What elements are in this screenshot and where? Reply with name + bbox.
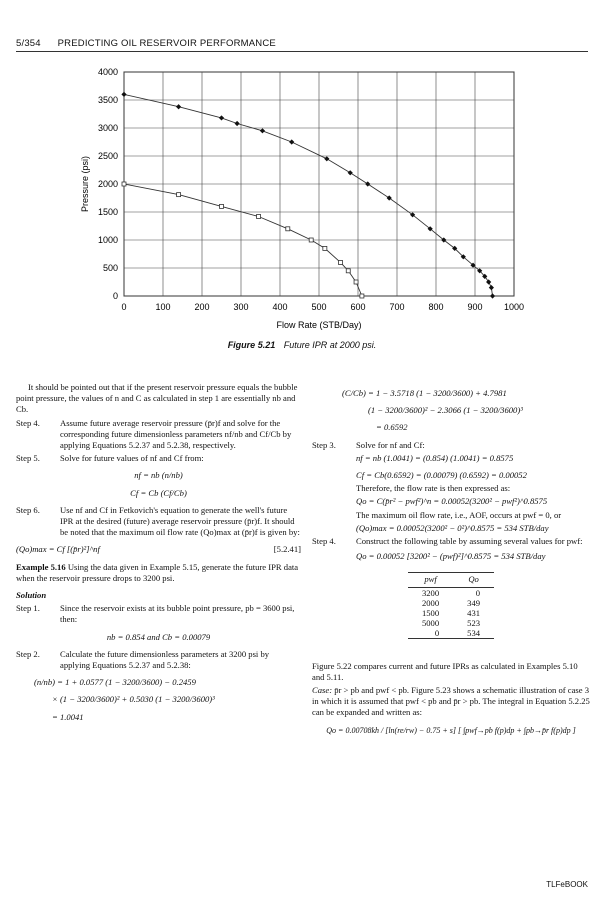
solution-step-2 (16, 649, 301, 671)
right-column (312, 382, 590, 742)
table-row (408, 608, 494, 618)
equation-n-ratio-2: × (1 − 3200/3600)² + 0.5030 (1 − 3200/3600)³ (52, 694, 215, 705)
solution-step-3-text: Solve for nf and Cf: (356, 439, 425, 450)
footer-watermark: TLFeBOOK (546, 880, 588, 889)
step-6-text: Use nf and Cf in Fetkovich's equation to generate the well's future IPR at the desired (future) average reservoir pressure (p̄r)f. It should be noted that the maximum oil flow rate (Qo)max at (p̄r)f is given by: (60, 504, 300, 538)
data-point-square (346, 269, 350, 273)
x-tick-label: 0 (121, 302, 127, 312)
data-point-square (220, 204, 224, 208)
equation-table: Qo = 0.00052 [3200² − (pwf)²]^0.8575 = 534 STB/day (356, 551, 546, 562)
table-cell: 534 (453, 628, 494, 639)
table-cell: 0 (408, 628, 453, 639)
running-title: PREDICTING OIL RESERVOIR PERFORMANCE (57, 38, 276, 49)
solution-step-4 (312, 536, 590, 547)
x-tick-label: 200 (194, 302, 210, 312)
solution-step-4-label: Step 4. (312, 536, 336, 547)
header-rule (16, 51, 588, 52)
x-axis-label: Flow Rate (STB/Day) (276, 320, 362, 330)
case-label: Case: (312, 685, 333, 696)
case-text: p̄r > pb and pwf < pb. Figure 5.23 shows a schematic illustration of case 3 in which it is assumed that pwf < pb and p̄r > pb. The integral in Equation 5.2.25 can be expanded and written as: (312, 685, 590, 718)
step-4 (16, 418, 301, 452)
equation-c-ratio-1: (C/Cb) = 1 − 3.5718 (1 − 3200/3600) + 4.7981 (342, 388, 507, 398)
equation-qo: Qo = C(p̄r² − pwf²)^n = 0.00052(3200² − pwf²)^0.8575 (356, 496, 548, 507)
equation-nb-cb: nb = 0.854 and Cb = 0.00079 (106, 631, 211, 642)
example-label: Example 5.16 (16, 561, 66, 572)
solution-step-2-label: Step 2. (16, 648, 40, 659)
table-cell: 349 (467, 597, 481, 608)
table-cell: 2000 (421, 597, 440, 608)
equation-qomax (16, 544, 301, 555)
equation-n-ratio-1: (n/nb) = 1 + 0.0577 (1 − 3200/3600) − 0.2459 (34, 677, 196, 688)
table-header-pwf: pwf (408, 573, 453, 587)
x-tick-label: 1000 (503, 302, 525, 312)
x-tick-label: 600 (350, 302, 366, 312)
y-tick-label: 2000 (97, 179, 118, 189)
data-point-square (360, 294, 364, 298)
step-6-label: Step 6. (16, 504, 40, 515)
equation-n-ratio-3: = 1.0041 (52, 711, 84, 722)
x-tick-label: 900 (467, 302, 483, 312)
equation-cf: Cf = Cb (Cf/Cb) (130, 487, 187, 498)
y-tick-label: 1000 (97, 235, 118, 245)
data-point-square (309, 238, 313, 242)
table-cell: 1500 (421, 607, 440, 618)
x-tick-label: 700 (389, 302, 405, 312)
y-axis-label: Pressure (psi) (80, 155, 90, 213)
data-point-square (122, 182, 126, 186)
equation-integral: Qo = 0.00708kh / [ln(re/rw) − 0.75 + s] [ ∫pwf→pb f(p)dp + ∫pb→p̄r f(p)dp ] (326, 725, 576, 735)
equation-number: [5.2.41] (273, 544, 301, 555)
data-point-square (354, 280, 358, 284)
y-tick-label: 3500 (97, 95, 118, 105)
table-cell: 431 (467, 607, 481, 618)
running-header (16, 38, 290, 49)
y-tick-label: 3000 (97, 123, 118, 133)
table-header-row (408, 573, 494, 587)
comparison-paragraph: Figure 5.22 compares current and future IPRs as calculated in Examples 5.10 and 5.11. (312, 660, 578, 682)
data-point-square (286, 227, 290, 231)
x-tick-label: 500 (311, 302, 327, 312)
step-6 (16, 505, 301, 539)
y-tick-label: 4000 (97, 67, 118, 77)
table-cell: 5000 (421, 617, 440, 628)
solution-heading: Solution (16, 590, 47, 601)
table-cell: 0 (475, 587, 481, 598)
solution-step-2-text: Calculate the future dimensionless parameters at 3200 psi by applying Equations 5.2.37 and 5.2.38: (60, 648, 270, 671)
x-tick-label: 400 (272, 302, 288, 312)
step-5 (16, 453, 301, 464)
equation-nf: nf = nb (n/nb) (134, 470, 183, 481)
data-point-square (257, 214, 261, 218)
table-row (408, 587, 494, 598)
table-row (408, 628, 494, 639)
solution-step-3 (312, 440, 590, 451)
caption-label: Figure 5.21 (227, 340, 276, 350)
equation-c-ratio-2: (1 − 3200/3600)² − 2.3066 (1 − 3200/3600)³ (368, 405, 523, 416)
page-number: 5/354 (16, 38, 41, 49)
figure-caption (0, 340, 604, 350)
aof-text: The maximum oil flow rate, i.e., AOF, occurs at pwf = 0, or (356, 509, 562, 520)
solution-step-3-label: Step 3. (312, 439, 336, 450)
example-text: Using the data given in Example 5.15, generate the future IPR data when the reservoir pressure drops to 3200 psi. (16, 561, 299, 583)
x-tick-label: 300 (233, 302, 249, 312)
y-tick-label: 2500 (97, 151, 118, 161)
step-5-label: Step 5. (16, 453, 40, 464)
table-header-qo: Qo (453, 573, 494, 587)
table-cell: 3200 (421, 587, 440, 598)
solution-step-1 (16, 603, 301, 625)
solution-step-1-text: Since the reservoir exists at its bubble point pressure, pb = 3600 psi, then: (60, 603, 295, 625)
data-point-square (338, 260, 342, 264)
table-row (408, 618, 494, 628)
solution-step-1-label: Step 1. (16, 603, 40, 614)
step-4-label: Step 4. (16, 417, 40, 428)
pwf-qo-table (408, 572, 494, 638)
caption-text: Future IPR at 2000 psi. (283, 340, 377, 350)
case-paragraph (312, 685, 590, 719)
step-5-text: Solve for future values of nf and Cf from: (60, 453, 204, 464)
equation-cf-value: Cf = Cb(0.6592) = (0.00079) (0.6592) = 0.00052 (356, 470, 527, 481)
equation-nf-value: nf = nb (1.0041) = (0.854) (1.0041) = 0.8575 (356, 452, 514, 463)
y-tick-label: 1500 (97, 207, 118, 217)
intro-paragraph: It should be pointed out that if the present reservoir pressure equals the bubble point pressure, the values of n and C as calculated in step 1 are essentially nb and Cb. (16, 382, 298, 415)
data-point-square (323, 246, 327, 250)
x-tick-label: 100 (155, 302, 171, 312)
equation-c-ratio-3: = 0.6592 (376, 422, 408, 433)
solution-step-4-text: Construct the following table by assuming several values for pwf: (356, 536, 583, 547)
left-column (16, 382, 301, 729)
y-tick-label: 0 (112, 291, 118, 301)
equation-aof: (Qo)max = 0.00052(3200² − 0²)^0.8575 = 534 STB/day (356, 522, 549, 533)
flow-rate-text: Therefore, the flow rate is then expressed as: (356, 483, 511, 494)
y-tick-label: 500 (102, 263, 118, 273)
table-cell: 523 (467, 617, 481, 628)
x-tick-label: 800 (428, 302, 444, 312)
example-paragraph (16, 562, 301, 584)
data-point-square (177, 193, 181, 197)
step-4-text: Assume future average reservoir pressure (p̄r)f and solve for the corresponding future dimensionless parameters nf/nb and Cf/Cb by applying Equations 5.2.37 and 5.2.38, respectively. (60, 417, 292, 451)
table-row (408, 598, 494, 608)
equation-qomax-body: (Qo)max = Cf [(p̄r)²]^nf (16, 544, 100, 555)
ipr-chart (0, 60, 604, 336)
